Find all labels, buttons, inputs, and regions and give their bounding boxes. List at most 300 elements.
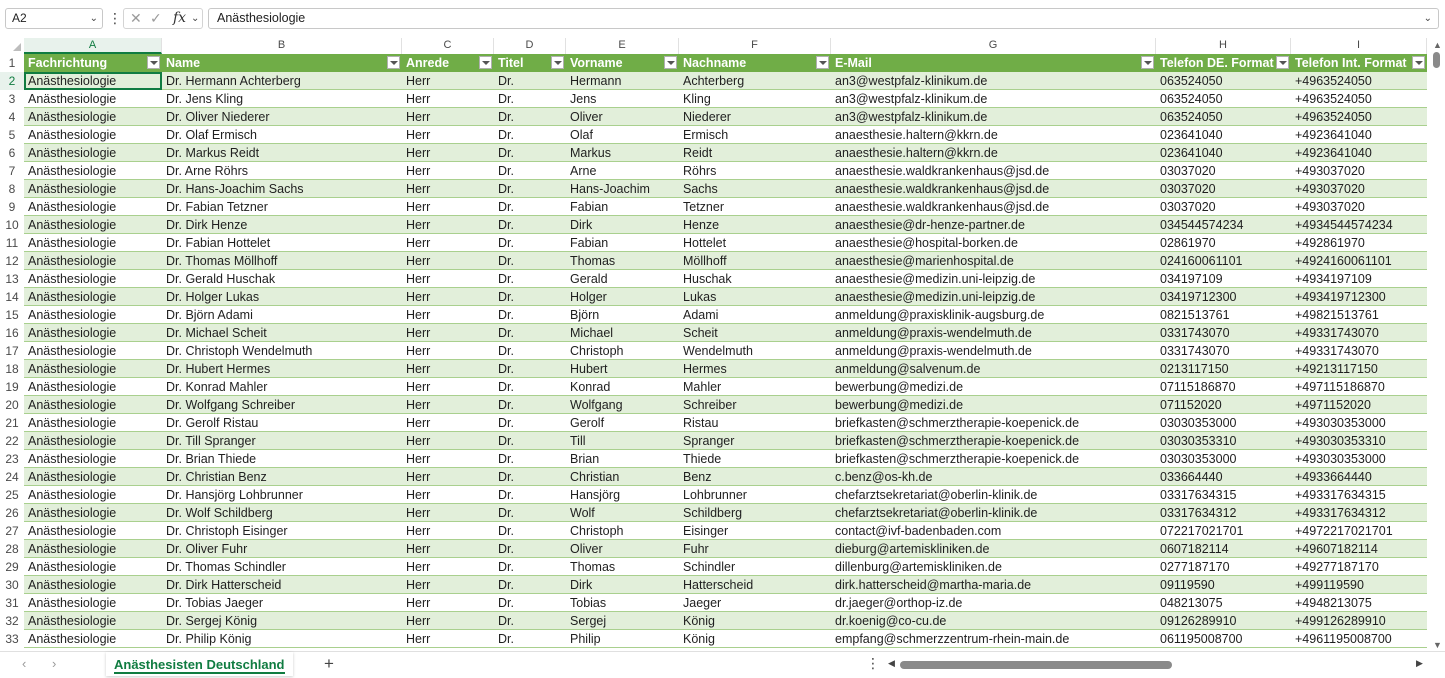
cell-nachname[interactable] xyxy=(679,144,831,162)
cell-titel[interactable] xyxy=(494,594,566,612)
cell-fachrichtung[interactable] xyxy=(24,144,162,162)
header-cell-titel[interactable] xyxy=(494,54,566,72)
cell-anrede[interactable] xyxy=(402,72,494,90)
cell-telefon-de[interactable] xyxy=(1156,216,1291,234)
cell-email[interactable] xyxy=(831,360,1156,378)
cell-telefon-int[interactable] xyxy=(1291,414,1427,432)
cell-nachname[interactable] xyxy=(679,504,831,522)
cell-telefon-int[interactable] xyxy=(1291,234,1427,252)
cell-name[interactable] xyxy=(162,396,402,414)
cell-email[interactable] xyxy=(831,198,1156,216)
cell-telefon-int[interactable] xyxy=(1291,378,1427,396)
row-header[interactable]: 10 xyxy=(5,218,19,232)
cell-vorname[interactable] xyxy=(566,234,679,252)
filter-dropdown-icon[interactable] xyxy=(1276,56,1289,69)
cell-titel[interactable] xyxy=(494,576,566,594)
cell-anrede[interactable] xyxy=(402,270,494,288)
cell-telefon-int[interactable] xyxy=(1291,270,1427,288)
horizontal-scroll-thumb[interactable] xyxy=(900,661,1172,669)
row-header[interactable]: 15 xyxy=(5,308,19,322)
cell-email[interactable] xyxy=(831,450,1156,468)
cell-name[interactable] xyxy=(162,594,402,612)
cell-titel[interactable] xyxy=(494,216,566,234)
cell-vorname[interactable] xyxy=(566,90,679,108)
cell-vorname[interactable] xyxy=(566,558,679,576)
cell-fachrichtung[interactable] xyxy=(24,216,162,234)
cell-email[interactable] xyxy=(831,180,1156,198)
cell-email[interactable] xyxy=(831,612,1156,630)
filter-dropdown-icon[interactable] xyxy=(551,56,564,69)
row-header[interactable]: 4 xyxy=(8,110,16,124)
cell-email[interactable] xyxy=(831,288,1156,306)
row-header[interactable]: 19 xyxy=(5,380,19,394)
cell-telefon-int[interactable] xyxy=(1291,198,1427,216)
cell-anrede[interactable] xyxy=(402,486,494,504)
cell-name[interactable] xyxy=(162,468,402,486)
cell-email[interactable] xyxy=(831,594,1156,612)
cell-titel[interactable] xyxy=(494,306,566,324)
cell-telefon-de[interactable] xyxy=(1156,162,1291,180)
cell-fachrichtung[interactable] xyxy=(24,540,162,558)
cell-name[interactable] xyxy=(162,576,402,594)
cell-titel[interactable] xyxy=(494,252,566,270)
cancel-icon[interactable]: ✕ xyxy=(130,10,142,26)
cell-vorname[interactable] xyxy=(566,468,679,486)
sheet-tab-active[interactable] xyxy=(106,652,293,676)
cell-name[interactable] xyxy=(162,288,402,306)
cell-vorname[interactable] xyxy=(566,288,679,306)
scroll-right-icon[interactable]: ▶ xyxy=(1416,658,1423,668)
cell-email[interactable] xyxy=(831,432,1156,450)
chevron-down-icon[interactable]: ⌄ xyxy=(89,13,98,24)
cell-telefon-de[interactable] xyxy=(1156,450,1291,468)
cell-name[interactable] xyxy=(162,342,402,360)
cell-telefon-int[interactable] xyxy=(1291,216,1427,234)
cell-fachrichtung[interactable] xyxy=(24,126,162,144)
cell-telefon-de[interactable] xyxy=(1156,126,1291,144)
header-cell-nachname[interactable] xyxy=(679,54,831,72)
cell-anrede[interactable] xyxy=(402,576,494,594)
cell-email[interactable] xyxy=(831,576,1156,594)
cell-titel[interactable] xyxy=(494,144,566,162)
cell-anrede[interactable] xyxy=(402,306,494,324)
cell-telefon-int[interactable] xyxy=(1291,360,1427,378)
cell-email[interactable] xyxy=(831,342,1156,360)
cell-telefon-int[interactable] xyxy=(1291,342,1427,360)
cell-name[interactable] xyxy=(162,360,402,378)
column-header-d[interactable]: D xyxy=(494,38,566,54)
cell-telefon-int[interactable] xyxy=(1291,576,1427,594)
cell-email[interactable] xyxy=(831,504,1156,522)
cell-name[interactable] xyxy=(162,162,402,180)
cell-nachname[interactable] xyxy=(679,180,831,198)
cell-telefon-int[interactable] xyxy=(1291,594,1427,612)
cell-telefon-de[interactable] xyxy=(1156,342,1291,360)
column-header-f[interactable]: F xyxy=(679,38,831,54)
header-cell-vorname[interactable] xyxy=(566,54,679,72)
cell-telefon-de[interactable] xyxy=(1156,180,1291,198)
cell-anrede[interactable] xyxy=(402,108,494,126)
row-header[interactable]: 13 xyxy=(5,272,19,286)
cell-anrede[interactable] xyxy=(402,234,494,252)
cell-nachname[interactable] xyxy=(679,162,831,180)
cell-email[interactable] xyxy=(831,126,1156,144)
cell-vorname[interactable] xyxy=(566,126,679,144)
cell-titel[interactable] xyxy=(494,504,566,522)
cell-fachrichtung[interactable] xyxy=(24,162,162,180)
cell-anrede[interactable] xyxy=(402,558,494,576)
cell-telefon-de[interactable] xyxy=(1156,540,1291,558)
cell-name[interactable] xyxy=(162,432,402,450)
cell-anrede[interactable] xyxy=(402,252,494,270)
cell-name[interactable] xyxy=(162,306,402,324)
name-box[interactable] xyxy=(5,8,103,29)
cell-telefon-int[interactable] xyxy=(1291,180,1427,198)
cell-email[interactable] xyxy=(831,270,1156,288)
cell-titel[interactable] xyxy=(494,270,566,288)
cell-name[interactable] xyxy=(162,612,402,630)
worksheet-grid[interactable] xyxy=(0,38,1428,651)
row-header[interactable]: 25 xyxy=(5,488,19,502)
cell-titel[interactable] xyxy=(494,468,566,486)
chevron-down-icon[interactable]: ⌄ xyxy=(191,13,200,24)
cell-nachname[interactable] xyxy=(679,630,831,648)
cell-name[interactable] xyxy=(162,90,402,108)
cell-anrede[interactable] xyxy=(402,594,494,612)
cell-name[interactable] xyxy=(162,252,402,270)
add-sheet-icon[interactable]: + xyxy=(324,654,334,673)
cell-vorname[interactable] xyxy=(566,540,679,558)
scroll-down-icon[interactable]: ▼ xyxy=(1433,640,1442,650)
row-header[interactable]: 29 xyxy=(5,560,19,574)
vertical-scroll-thumb[interactable] xyxy=(1433,52,1440,68)
cell-fachrichtung[interactable] xyxy=(24,486,162,504)
row-header[interactable]: 14 xyxy=(5,290,19,304)
cell-nachname[interactable] xyxy=(679,522,831,540)
cell-name[interactable] xyxy=(162,180,402,198)
cell-telefon-de[interactable] xyxy=(1156,486,1291,504)
cell-telefon-de[interactable] xyxy=(1156,576,1291,594)
cell-vorname[interactable] xyxy=(566,504,679,522)
cell-telefon-int[interactable] xyxy=(1291,306,1427,324)
cell-nachname[interactable] xyxy=(679,558,831,576)
cell-telefon-int[interactable] xyxy=(1291,396,1427,414)
vertical-scrollbar[interactable] xyxy=(1429,38,1445,651)
cell-email[interactable] xyxy=(831,468,1156,486)
cell-nachname[interactable] xyxy=(679,360,831,378)
cell-anrede[interactable] xyxy=(402,288,494,306)
horizontal-scrollbar[interactable] xyxy=(900,661,1408,669)
more-options-icon[interactable]: ⋮ xyxy=(866,655,880,671)
row-header[interactable]: 18 xyxy=(5,362,19,376)
cell-vorname[interactable] xyxy=(566,594,679,612)
cell-titel[interactable] xyxy=(494,378,566,396)
cell-vorname[interactable] xyxy=(566,216,679,234)
cell-fachrichtung[interactable] xyxy=(24,324,162,342)
cell-email[interactable] xyxy=(831,324,1156,342)
cell-fachrichtung[interactable] xyxy=(24,504,162,522)
row-header[interactable]: 12 xyxy=(5,254,19,268)
cell-telefon-int[interactable] xyxy=(1291,558,1427,576)
cell-vorname[interactable] xyxy=(566,396,679,414)
cell-email[interactable] xyxy=(831,72,1156,90)
cell-email[interactable] xyxy=(831,522,1156,540)
cell-name[interactable] xyxy=(162,72,402,90)
cell-telefon-de[interactable] xyxy=(1156,558,1291,576)
cell-email[interactable] xyxy=(831,216,1156,234)
cell-vorname[interactable] xyxy=(566,72,679,90)
cell-titel[interactable] xyxy=(494,414,566,432)
cell-email[interactable] xyxy=(831,540,1156,558)
filter-dropdown-icon[interactable] xyxy=(1141,56,1154,69)
cell-vorname[interactable] xyxy=(566,612,679,630)
cell-anrede[interactable] xyxy=(402,90,494,108)
row-header[interactable]: 24 xyxy=(5,470,19,484)
cell-email[interactable] xyxy=(831,162,1156,180)
cell-fachrichtung[interactable] xyxy=(24,612,162,630)
row-header[interactable]: 8 xyxy=(8,182,16,196)
cell-telefon-de[interactable] xyxy=(1156,504,1291,522)
cell-anrede[interactable] xyxy=(402,360,494,378)
cell-email[interactable] xyxy=(831,234,1156,252)
column-header-g[interactable]: G xyxy=(831,38,1156,54)
row-header[interactable]: 2 xyxy=(0,72,24,90)
column-header-h[interactable]: H xyxy=(1156,38,1291,54)
cell-name[interactable] xyxy=(162,630,402,648)
row-header[interactable]: 3 xyxy=(8,92,16,106)
cell-nachname[interactable] xyxy=(679,324,831,342)
row-header[interactable]: 23 xyxy=(5,452,19,466)
cell-telefon-de[interactable] xyxy=(1156,594,1291,612)
cell-telefon-de[interactable] xyxy=(1156,396,1291,414)
cell-titel[interactable] xyxy=(494,180,566,198)
row-header[interactable]: 17 xyxy=(5,344,19,358)
cell-nachname[interactable] xyxy=(679,594,831,612)
row-header[interactable]: 26 xyxy=(5,506,19,520)
cell-telefon-de[interactable] xyxy=(1156,90,1291,108)
cell-vorname[interactable] xyxy=(566,144,679,162)
cell-anrede[interactable] xyxy=(402,324,494,342)
header-cell-telefon-de[interactable] xyxy=(1156,54,1291,72)
cell-vorname[interactable] xyxy=(566,450,679,468)
filter-dropdown-icon[interactable] xyxy=(147,56,160,69)
cell-vorname[interactable] xyxy=(566,342,679,360)
cell-fachrichtung[interactable] xyxy=(24,594,162,612)
cell-nachname[interactable] xyxy=(679,432,831,450)
cell-fachrichtung[interactable] xyxy=(24,270,162,288)
cell-nachname[interactable] xyxy=(679,234,831,252)
cell-titel[interactable] xyxy=(494,108,566,126)
cell-name[interactable] xyxy=(162,522,402,540)
cell-email[interactable] xyxy=(831,630,1156,648)
insert-function-icon[interactable]: fx xyxy=(173,10,187,26)
cell-fachrichtung[interactable] xyxy=(24,378,162,396)
column-header-a[interactable]: A xyxy=(24,38,162,54)
cell-telefon-de[interactable] xyxy=(1156,378,1291,396)
cell-telefon-int[interactable] xyxy=(1291,450,1427,468)
cell-email[interactable] xyxy=(831,252,1156,270)
cell-vorname[interactable] xyxy=(566,162,679,180)
cell-anrede[interactable] xyxy=(402,540,494,558)
cell-telefon-int[interactable] xyxy=(1291,504,1427,522)
cell-email[interactable] xyxy=(831,108,1156,126)
cell-name[interactable] xyxy=(162,486,402,504)
cell-vorname[interactable] xyxy=(566,576,679,594)
cell-nachname[interactable] xyxy=(679,576,831,594)
cell-telefon-int[interactable] xyxy=(1291,144,1427,162)
cell-name[interactable] xyxy=(162,540,402,558)
cell-fachrichtung[interactable] xyxy=(24,360,162,378)
cell-telefon-de[interactable] xyxy=(1156,324,1291,342)
cell-email[interactable] xyxy=(831,414,1156,432)
cell-titel[interactable] xyxy=(494,198,566,216)
cell-telefon-de[interactable] xyxy=(1156,306,1291,324)
cell-nachname[interactable] xyxy=(679,72,831,90)
cell-anrede[interactable] xyxy=(402,414,494,432)
cell-telefon-de[interactable] xyxy=(1156,468,1291,486)
cell-nachname[interactable] xyxy=(679,90,831,108)
next-sheet-icon[interactable]: › xyxy=(52,656,57,671)
cell-name[interactable] xyxy=(162,144,402,162)
cell-name[interactable] xyxy=(162,270,402,288)
cell-vorname[interactable] xyxy=(566,522,679,540)
cell-email[interactable] xyxy=(831,144,1156,162)
cell-name[interactable] xyxy=(162,126,402,144)
cell-anrede[interactable] xyxy=(402,630,494,648)
row-header[interactable]: 1 xyxy=(8,56,16,70)
cell-anrede[interactable] xyxy=(402,450,494,468)
filter-dropdown-icon[interactable] xyxy=(479,56,492,69)
cell-fachrichtung[interactable] xyxy=(24,432,162,450)
row-header[interactable]: 30 xyxy=(5,578,19,592)
cell-nachname[interactable] xyxy=(679,486,831,504)
cell-telefon-de[interactable] xyxy=(1156,270,1291,288)
filter-dropdown-icon[interactable] xyxy=(664,56,677,69)
cell-anrede[interactable] xyxy=(402,468,494,486)
cell-fachrichtung[interactable] xyxy=(24,234,162,252)
row-header[interactable]: 32 xyxy=(5,614,19,628)
row-header[interactable]: 27 xyxy=(5,524,19,538)
cell-anrede[interactable] xyxy=(402,612,494,630)
cell-telefon-de[interactable] xyxy=(1156,360,1291,378)
cell-fachrichtung[interactable] xyxy=(24,342,162,360)
cell-titel[interactable] xyxy=(494,540,566,558)
cell-nachname[interactable] xyxy=(679,612,831,630)
cell-fachrichtung[interactable] xyxy=(24,630,162,648)
cell-nachname[interactable] xyxy=(679,216,831,234)
cell-name[interactable] xyxy=(162,450,402,468)
cell-email[interactable] xyxy=(831,306,1156,324)
column-header-b[interactable]: B xyxy=(162,38,402,54)
cell-name[interactable] xyxy=(162,378,402,396)
cell-vorname[interactable] xyxy=(566,108,679,126)
cell-anrede[interactable] xyxy=(402,396,494,414)
cell-fachrichtung[interactable] xyxy=(24,288,162,306)
cell-telefon-int[interactable] xyxy=(1291,126,1427,144)
cell-fachrichtung[interactable] xyxy=(24,576,162,594)
cell-email[interactable] xyxy=(831,558,1156,576)
cell-vorname[interactable] xyxy=(566,270,679,288)
filter-dropdown-icon[interactable] xyxy=(816,56,829,69)
more-options-icon[interactable]: ⋮ xyxy=(108,10,122,26)
cell-nachname[interactable] xyxy=(679,540,831,558)
enter-icon[interactable]: ✓ xyxy=(150,10,162,26)
cell-name[interactable] xyxy=(162,108,402,126)
cell-titel[interactable] xyxy=(494,558,566,576)
cell-nachname[interactable] xyxy=(679,198,831,216)
cell-vorname[interactable] xyxy=(566,414,679,432)
cell-titel[interactable] xyxy=(494,630,566,648)
cell-anrede[interactable] xyxy=(402,198,494,216)
cell-titel[interactable] xyxy=(494,360,566,378)
cell-titel[interactable] xyxy=(494,234,566,252)
column-header-e[interactable]: E xyxy=(566,38,679,54)
cell-telefon-de[interactable] xyxy=(1156,144,1291,162)
cell-anrede[interactable] xyxy=(402,144,494,162)
cell-nachname[interactable] xyxy=(679,288,831,306)
cell-name[interactable] xyxy=(162,198,402,216)
cell-telefon-int[interactable] xyxy=(1291,108,1427,126)
cell-fachrichtung[interactable] xyxy=(24,108,162,126)
cell-vorname[interactable] xyxy=(566,486,679,504)
cell-anrede[interactable] xyxy=(402,126,494,144)
cell-anrede[interactable] xyxy=(402,162,494,180)
cell-telefon-int[interactable] xyxy=(1291,288,1427,306)
column-header-i[interactable]: I xyxy=(1291,38,1427,54)
cell-titel[interactable] xyxy=(494,72,566,90)
cell-vorname[interactable] xyxy=(566,630,679,648)
cell-anrede[interactable] xyxy=(402,342,494,360)
cell-telefon-int[interactable] xyxy=(1291,468,1427,486)
cell-name[interactable] xyxy=(162,216,402,234)
cell-anrede[interactable] xyxy=(402,504,494,522)
cell-anrede[interactable] xyxy=(402,432,494,450)
cell-telefon-int[interactable] xyxy=(1291,630,1427,648)
cell-fachrichtung[interactable] xyxy=(24,558,162,576)
row-header[interactable]: 5 xyxy=(8,128,16,142)
cell-nachname[interactable] xyxy=(679,270,831,288)
cell-nachname[interactable] xyxy=(679,378,831,396)
cell-titel[interactable] xyxy=(494,288,566,306)
cell-titel[interactable] xyxy=(494,486,566,504)
cell-telefon-int[interactable] xyxy=(1291,72,1427,90)
cell-vorname[interactable] xyxy=(566,198,679,216)
cell-telefon-de[interactable] xyxy=(1156,108,1291,126)
cell-email[interactable] xyxy=(831,486,1156,504)
cell-fachrichtung[interactable] xyxy=(24,198,162,216)
cell-name[interactable] xyxy=(162,558,402,576)
cell-telefon-int[interactable] xyxy=(1291,612,1427,630)
cell-titel[interactable] xyxy=(494,450,566,468)
cell-vorname[interactable] xyxy=(566,378,679,396)
cell-telefon-de[interactable] xyxy=(1156,432,1291,450)
row-header[interactable]: 9 xyxy=(8,200,16,214)
cell-telefon-de[interactable] xyxy=(1156,522,1291,540)
cell-name[interactable] xyxy=(162,504,402,522)
cell-telefon-int[interactable] xyxy=(1291,432,1427,450)
cell-telefon-de[interactable] xyxy=(1156,198,1291,216)
cell-telefon-int[interactable] xyxy=(1291,252,1427,270)
cell-nachname[interactable] xyxy=(679,468,831,486)
header-cell-telefon-int[interactable] xyxy=(1291,54,1427,72)
row-header[interactable]: 28 xyxy=(5,542,19,556)
cell-nachname[interactable] xyxy=(679,108,831,126)
cell-fachrichtung[interactable] xyxy=(24,252,162,270)
cell-nachname[interactable] xyxy=(679,252,831,270)
cell-fachrichtung[interactable] xyxy=(24,306,162,324)
cell-titel[interactable] xyxy=(494,324,566,342)
cell-fachrichtung[interactable] xyxy=(24,90,162,108)
